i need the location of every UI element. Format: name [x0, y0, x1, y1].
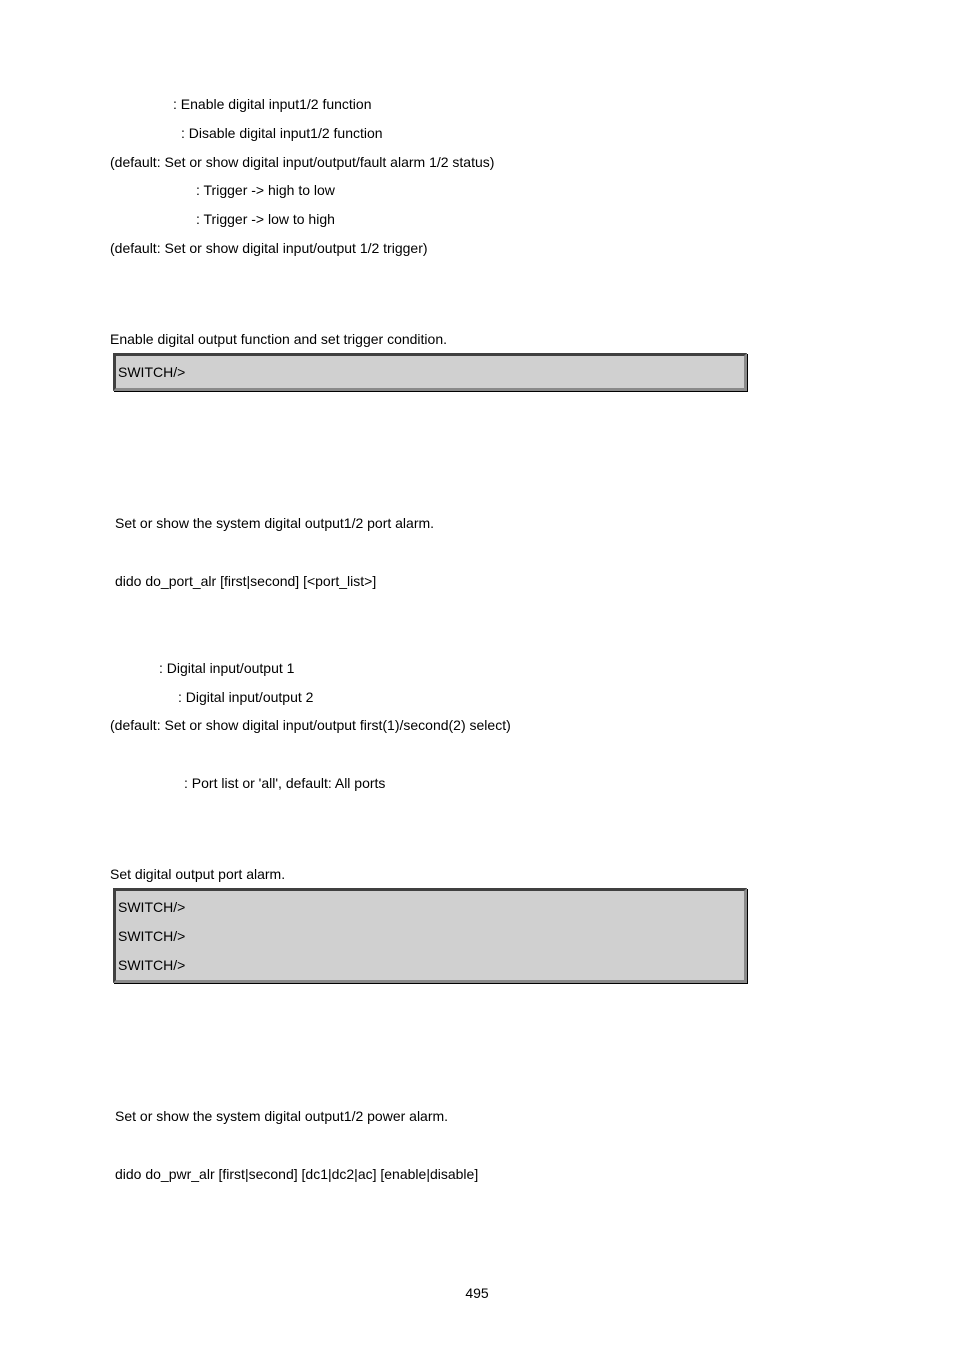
prompt-line: SWITCH/>: [118, 928, 186, 944]
example-intro-1: Enable digital output function and set trigger condition.: [110, 331, 448, 347]
do-port-alr-syntax: dido do_port_alr [first|second] [<port_list>]: [115, 573, 377, 589]
default-status-note: (default: Set or show digital input/output/fault alarm 1/2 status): [110, 154, 495, 170]
param-port-list: : Port list or 'all', default: All ports: [184, 775, 386, 791]
default-trigger-note: (default: Set or show digital input/output 1/2 trigger): [110, 240, 428, 256]
prompt-line: SWITCH/>: [118, 899, 186, 915]
prompt-line: SWITCH/>: [118, 364, 186, 380]
example-box-2: [113, 888, 747, 983]
param-first: : Digital input/output 1: [159, 660, 295, 676]
disable-description: : Disable digital input1/2 function: [181, 125, 383, 141]
param-second: : Digital input/output 2: [178, 689, 314, 705]
page-number: 495: [465, 1285, 489, 1301]
prompt-line: SWITCH/>: [118, 957, 186, 973]
default-select-note: (default: Set or show digital input/output first(1)/second(2) select): [110, 717, 511, 733]
example-intro-2: Set digital output port alarm.: [110, 866, 286, 882]
do-pwr-alr-syntax: dido do_pwr_alr [first|second] [dc1|dc2|ac] [enable|disable]: [115, 1166, 479, 1182]
enable-description: : Enable digital input1/2 function: [173, 96, 372, 112]
do-port-alr-description: Set or show the system digital output1/2 port alarm.: [115, 515, 435, 531]
example-box-1: [113, 353, 747, 391]
trigger-high-to-low: : Trigger -> high to low: [196, 182, 335, 198]
trigger-low-to-high: : Trigger -> low to high: [196, 211, 335, 227]
do-pwr-alr-description: Set or show the system digital output1/2 power alarm.: [115, 1108, 449, 1124]
